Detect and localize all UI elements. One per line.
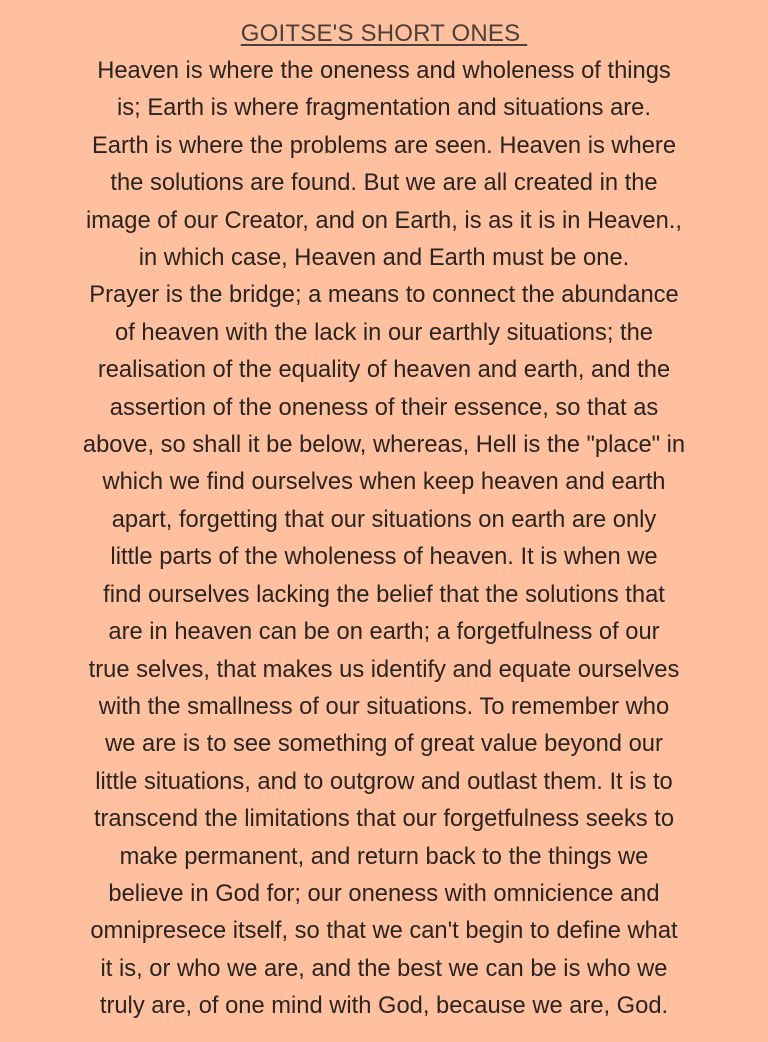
text-line: find ourselves lacking the belief that the solutions that bbox=[103, 581, 665, 608]
text-line: Heaven is where the oneness and wholeness of things bbox=[97, 58, 671, 84]
text-line: Prayer is the bridge; a means to connect the abundance bbox=[89, 282, 679, 309]
document-body bbox=[0, 53, 768, 1026]
text-line: we are is to see something of great value beyond our bbox=[105, 731, 663, 758]
text-line: which we find ourselves when keep heaven and earth bbox=[102, 469, 666, 496]
text-line: little situations, and to outgrow and outlast them. It is to bbox=[95, 768, 673, 795]
text-line: realisation of the equality of heaven and earth, and the bbox=[97, 357, 671, 384]
text-line: with the smallness of our situations. To remember who bbox=[98, 693, 670, 720]
text-line: image of our Creator, and on Earth, is as it is in Heaven., bbox=[86, 207, 682, 234]
text-line: Earth is where the problems are seen. Heaven is where bbox=[91, 132, 677, 159]
text-line: truly are, of one mind with God, because we are, God. bbox=[99, 993, 669, 1020]
text-line: of heaven with the lack in our earthly situations; the bbox=[115, 319, 653, 346]
text-line: it is, or who we are, and the best we can be is who we bbox=[100, 955, 668, 982]
text-line: the solutions are found. But we are all created in the bbox=[110, 170, 658, 197]
text-line: is; Earth is where fragmentation and situations are. bbox=[117, 95, 651, 122]
text-line: believe in God for; our oneness with omnicience and bbox=[108, 880, 660, 907]
text-line: assertion of the oneness of their essence, so that as bbox=[109, 394, 659, 421]
text-line: make permanent, and return back to the things we bbox=[119, 843, 649, 870]
text-line: little parts of the wholeness of heaven. It is when we bbox=[110, 544, 658, 571]
text-line: transcend the limitations that our forgetfulness seeks to bbox=[93, 806, 675, 833]
text-line: omnipresece itself, so that we can't begin to define what bbox=[90, 918, 678, 945]
text-line: true selves, that makes us identify and equate ourselves bbox=[88, 656, 680, 683]
text-line: are in heaven can be on earth; a forgetfulness of our bbox=[108, 619, 660, 646]
text-line: in which case, Heaven and Earth must be one. bbox=[138, 245, 630, 272]
document-title: GOITSE'S SHORT ONES bbox=[240, 20, 528, 47]
text-line: above, so shall it be below, whereas, Hell is the "place" in bbox=[82, 432, 686, 459]
text-line: apart, forgetting that our situations on earth are only bbox=[111, 506, 657, 533]
